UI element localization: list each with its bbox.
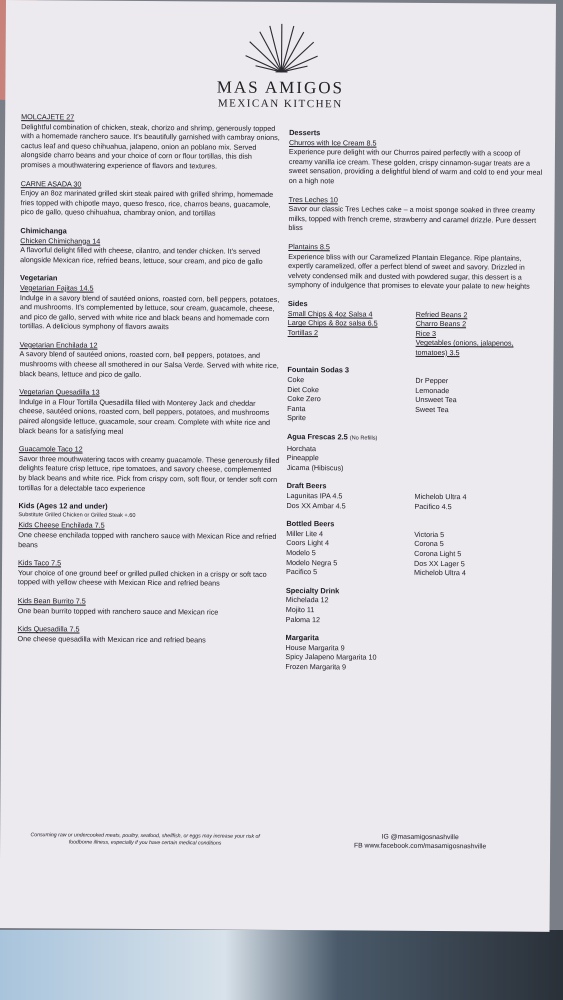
menu-item-veg-quesadilla bbox=[19, 387, 281, 437]
side-item: Vegetables (onions, jalapenos, tomatoes) 3.5 bbox=[415, 338, 514, 358]
section-sodas bbox=[287, 365, 543, 424]
instagram-handle: IG @masamigosnashville bbox=[381, 833, 459, 842]
drink-item: Pacifico 5 bbox=[285, 567, 318, 577]
drink-item: Unsweet Tea bbox=[415, 395, 457, 405]
item-description: Experience bliss with our Caramelized Plantain Elegance. Ripe plantains, expertly caramelized, offer a perfect blend of sweet and savory. Drizzled in velvety condensed milk and dusted with powdered sugar, this dessert is a symphony of indulgence that promises to elevate your palate to new heights bbox=[287, 251, 530, 291]
side-item: Charro Beans 2 bbox=[415, 318, 467, 329]
menu-item-molcajete bbox=[21, 112, 283, 171]
menu-item-dessert bbox=[288, 242, 544, 292]
drink-item: House Margarita 9 bbox=[285, 642, 345, 653]
item-description: A savory blend of sautéed onions, roasted corn, bell peppers, potatoes, and mushrooms with cheese all smothered in our Salsa Verde. Served with white rice, black beans, lettuce and pico de gallo. bbox=[19, 349, 279, 379]
item-title: Vegetarian Quesadilla 13 bbox=[19, 387, 100, 397]
item-description: One cheese quesadilla with Mexican rice and refried beans bbox=[17, 633, 206, 645]
item-title: Kids Cheese Enchilada 7.5 bbox=[18, 520, 105, 531]
item-title: Plantains 8.5 bbox=[288, 241, 330, 252]
drink-item: Miller Lite 4 bbox=[286, 528, 324, 539]
food-safety-warning: Consuming raw or undercooked meats, poultry, seafood, shellfish, or eggs may increase your risk of foodborne illness, especially if you have certain medical conditions bbox=[30, 832, 260, 847]
section-heading: Desserts bbox=[289, 127, 321, 138]
section-agua-frescas bbox=[287, 432, 543, 474]
drink-item: Michelob Ultra 4 bbox=[413, 568, 466, 578]
menu-item-dessert bbox=[288, 195, 544, 235]
drink-item: Dos XX Lager 5 bbox=[414, 558, 465, 568]
drink-item: Coke Zero bbox=[287, 394, 321, 404]
menu-item-veg-fajitas bbox=[20, 283, 282, 333]
menu-item-kids bbox=[18, 624, 280, 645]
restaurant-name: MAS AMIGOS bbox=[216, 77, 345, 98]
item-title: CARNE ASADA 30 bbox=[20, 178, 82, 189]
drink-item: Frozen Margarita 9 bbox=[285, 661, 347, 672]
drink-item: Corona Light 5 bbox=[414, 548, 462, 559]
item-description: Indulge in a Flour Tortilla Quesadilla filled with Monterey Jack and cheddar cheese, sautéed onions, roasted corn, bell peppers, potatoes, and mushrooms paired alongside lettuce, guacamole, sour cream. Complete with white rice and black beans for a satisfying meal bbox=[18, 396, 270, 436]
drink-item: Dos XX Ambar 4.5 bbox=[286, 500, 346, 510]
item-title: Kids Bean Burrito 7.5 bbox=[17, 596, 86, 606]
section-heading-vegetarian: Vegetarian bbox=[20, 273, 58, 283]
section-heading: Agua Frescas 2.5 bbox=[286, 432, 348, 442]
drink-item: Sweet Tea bbox=[415, 404, 449, 414]
item-title: Vegetarian Enchilada 12 bbox=[19, 339, 98, 350]
menu-item-carne-asada bbox=[20, 179, 282, 219]
drink-item: Coke bbox=[287, 375, 305, 385]
section-specialty-drink bbox=[286, 586, 542, 626]
agave-logo-icon bbox=[241, 16, 321, 77]
item-description: Enjoy an 8oz marinated grilled skirt steak paired with grilled shrimp, homemade fries topped with chipotle mayo, queso fresco, rice, charros beans, guacamole, pico de gallo, queso chihuahua, chambray onion, and tortillas bbox=[20, 188, 274, 218]
item-title: MOLCAJETE 27 bbox=[21, 112, 75, 122]
drink-item: Paloma 12 bbox=[285, 614, 321, 624]
drink-item: Victoria 5 bbox=[414, 529, 445, 539]
section-heading: Specialty Drink bbox=[285, 585, 340, 596]
menu-item-kids bbox=[18, 596, 280, 617]
section-heading: Bottled Beers bbox=[286, 519, 335, 529]
item-description: A flavorful delight filled with cheese, cilantro, and tender chicken. It's served alongside Mexican rice, refried beans, lettuce, sour cream, and pico de gallo bbox=[20, 245, 263, 266]
drink-item: Horchata bbox=[286, 443, 317, 453]
menu-item-veg-enchilada bbox=[19, 340, 281, 380]
item-description: Delightful combination of chicken, steak, chorizo and shrimp, generously topped with a homemade ranchero sauce. It's beautifully garnished with cambray onions, cactus leaf and queso chihuahua, jalapeno, onion an poblano mix. Served alongside charro beans and your choice of corn or flour tortillas, this dish promises a mouthwatering experience of flavors and textures. bbox=[20, 121, 280, 171]
item-description: One bean burrito topped with ranchero sauce and Mexican rice bbox=[17, 605, 219, 617]
item-description: Your choice of one ground beef or grilled pulled chicken in a crispy or soft taco topped with yellow cheese with Mexican Rice and refried beans bbox=[17, 567, 267, 588]
section-kids bbox=[18, 501, 281, 645]
item-title: Churros with Ice Cream 8.5 bbox=[288, 137, 377, 148]
section-heading: Draft Beers bbox=[286, 481, 327, 491]
section-heading: Kids (Ages 12 and under) bbox=[18, 501, 108, 511]
drink-item: Mojito 11 bbox=[285, 604, 315, 615]
section-heading: Sides bbox=[287, 298, 308, 309]
item-description: Experience pure delight with our Churros paired perfectly with a scoop of creamy vanilla ice cream. These golden, crispy cinnamon-sugar treats are a sweet sensation, providing a delightful blend of warm and cold to end your meal on a high note bbox=[288, 147, 543, 186]
drink-item: Jicama (Hibiscus) bbox=[286, 462, 344, 473]
section-desserts bbox=[288, 128, 545, 292]
section-heading: Margarita bbox=[285, 633, 319, 643]
item-title: Guacamole Taco 12 bbox=[18, 444, 83, 454]
item-title: Tres Leches 10 bbox=[288, 194, 338, 204]
item-description: Indulge in a savory blend of sautéed onions, roasted corn, bell peppers, potatoes, and mushrooms. It's complemented by lettuce, sour cream, guacamole, cheese, and pico de gallo, served with white rice and black beans and homemade corn tortillas. A delicious symphony of flavors awaits bbox=[19, 292, 280, 332]
drink-item: Corona 5 bbox=[414, 539, 444, 549]
item-title: Vegetarian Fajitas 14.5 bbox=[19, 283, 94, 293]
side-item: Tortillas 2 bbox=[287, 327, 319, 337]
drink-item: Michelada 12 bbox=[285, 595, 329, 605]
facebook-url: FB www.facebook.com/masamigosnashville bbox=[353, 842, 487, 851]
kids-note: Substitute Grilled Chicken or Grilled Steak +.60 bbox=[18, 511, 136, 519]
side-item: Small Chips & 4oz Salsa 4 bbox=[287, 308, 373, 319]
drink-item: Lagunitas IPA 4.5 bbox=[286, 490, 343, 501]
item-description: Savor our classic Tres Leches cake – a moist sponge soaked in three creamy milks, topped with french creme, strawberry and caramel drizzle. Pure dessert bliss bbox=[288, 204, 537, 233]
drink-item: Spicy Jalapeno Margarita 10 bbox=[285, 652, 377, 662]
right-column bbox=[285, 128, 545, 682]
background-surface bbox=[0, 930, 563, 1000]
side-item: Large Chips & 8oz salsa 6.5 bbox=[287, 318, 378, 328]
section-heading: Chimichanga bbox=[20, 226, 67, 236]
section-heading: Fountain Sodas 3 bbox=[287, 365, 350, 375]
left-column bbox=[17, 112, 283, 654]
drink-item: Michelob Ultra 4 bbox=[414, 491, 467, 502]
social-links bbox=[300, 832, 540, 852]
item-title: Kids Quesadilla 7.5 bbox=[17, 624, 80, 634]
section-margarita bbox=[285, 633, 541, 673]
side-item: Rice 3 bbox=[415, 328, 437, 338]
item-title: Kids Taco 7.5 bbox=[18, 558, 62, 568]
drink-item: Pineapple bbox=[286, 453, 319, 463]
section-draft-beers bbox=[286, 481, 542, 512]
menu-item-kids bbox=[18, 520, 280, 551]
section-bottled-beers bbox=[286, 519, 542, 578]
drink-item: Diet Coke bbox=[287, 384, 319, 394]
item-description: One cheese enchilada topped with ranchero sauce with Mexican Rice and refried beans bbox=[18, 530, 277, 549]
drink-item: Dr Pepper bbox=[415, 375, 449, 386]
item-title: Chicken Chimichanga 14 bbox=[20, 235, 101, 246]
drink-item: Modelo 5 bbox=[286, 547, 316, 558]
restaurant-subtitle: MEXICAN KITCHEN bbox=[217, 97, 343, 111]
drink-item: Pacifico 4.5 bbox=[414, 501, 452, 511]
drink-item: Modelo Negra 5 bbox=[286, 557, 338, 567]
section-chimichanga bbox=[20, 226, 282, 266]
menu-item-kids bbox=[18, 558, 280, 589]
item-description: Savor three mouthwatering tacos with creamy guacamole. These generously filled delights feature crisp lettuce, ripe tomatoes, and savory cheese, complemented by black beans and white rice. Pick from crispy corn, soft flour, or tender soft corn tortillas for a delectable taco experience bbox=[18, 453, 280, 493]
side-item: Refried Beans 2 bbox=[415, 309, 468, 319]
menu-item-guacamole-taco bbox=[19, 444, 281, 494]
drink-item: Lemonade bbox=[415, 385, 450, 395]
agua-note: (No Refills) bbox=[349, 435, 378, 442]
drink-item: Fanta bbox=[287, 403, 306, 413]
menu-item-dessert bbox=[289, 138, 545, 188]
drink-item: Sprite bbox=[287, 413, 306, 423]
drink-item: Coors Light 4 bbox=[286, 538, 329, 548]
section-sides bbox=[288, 299, 544, 358]
